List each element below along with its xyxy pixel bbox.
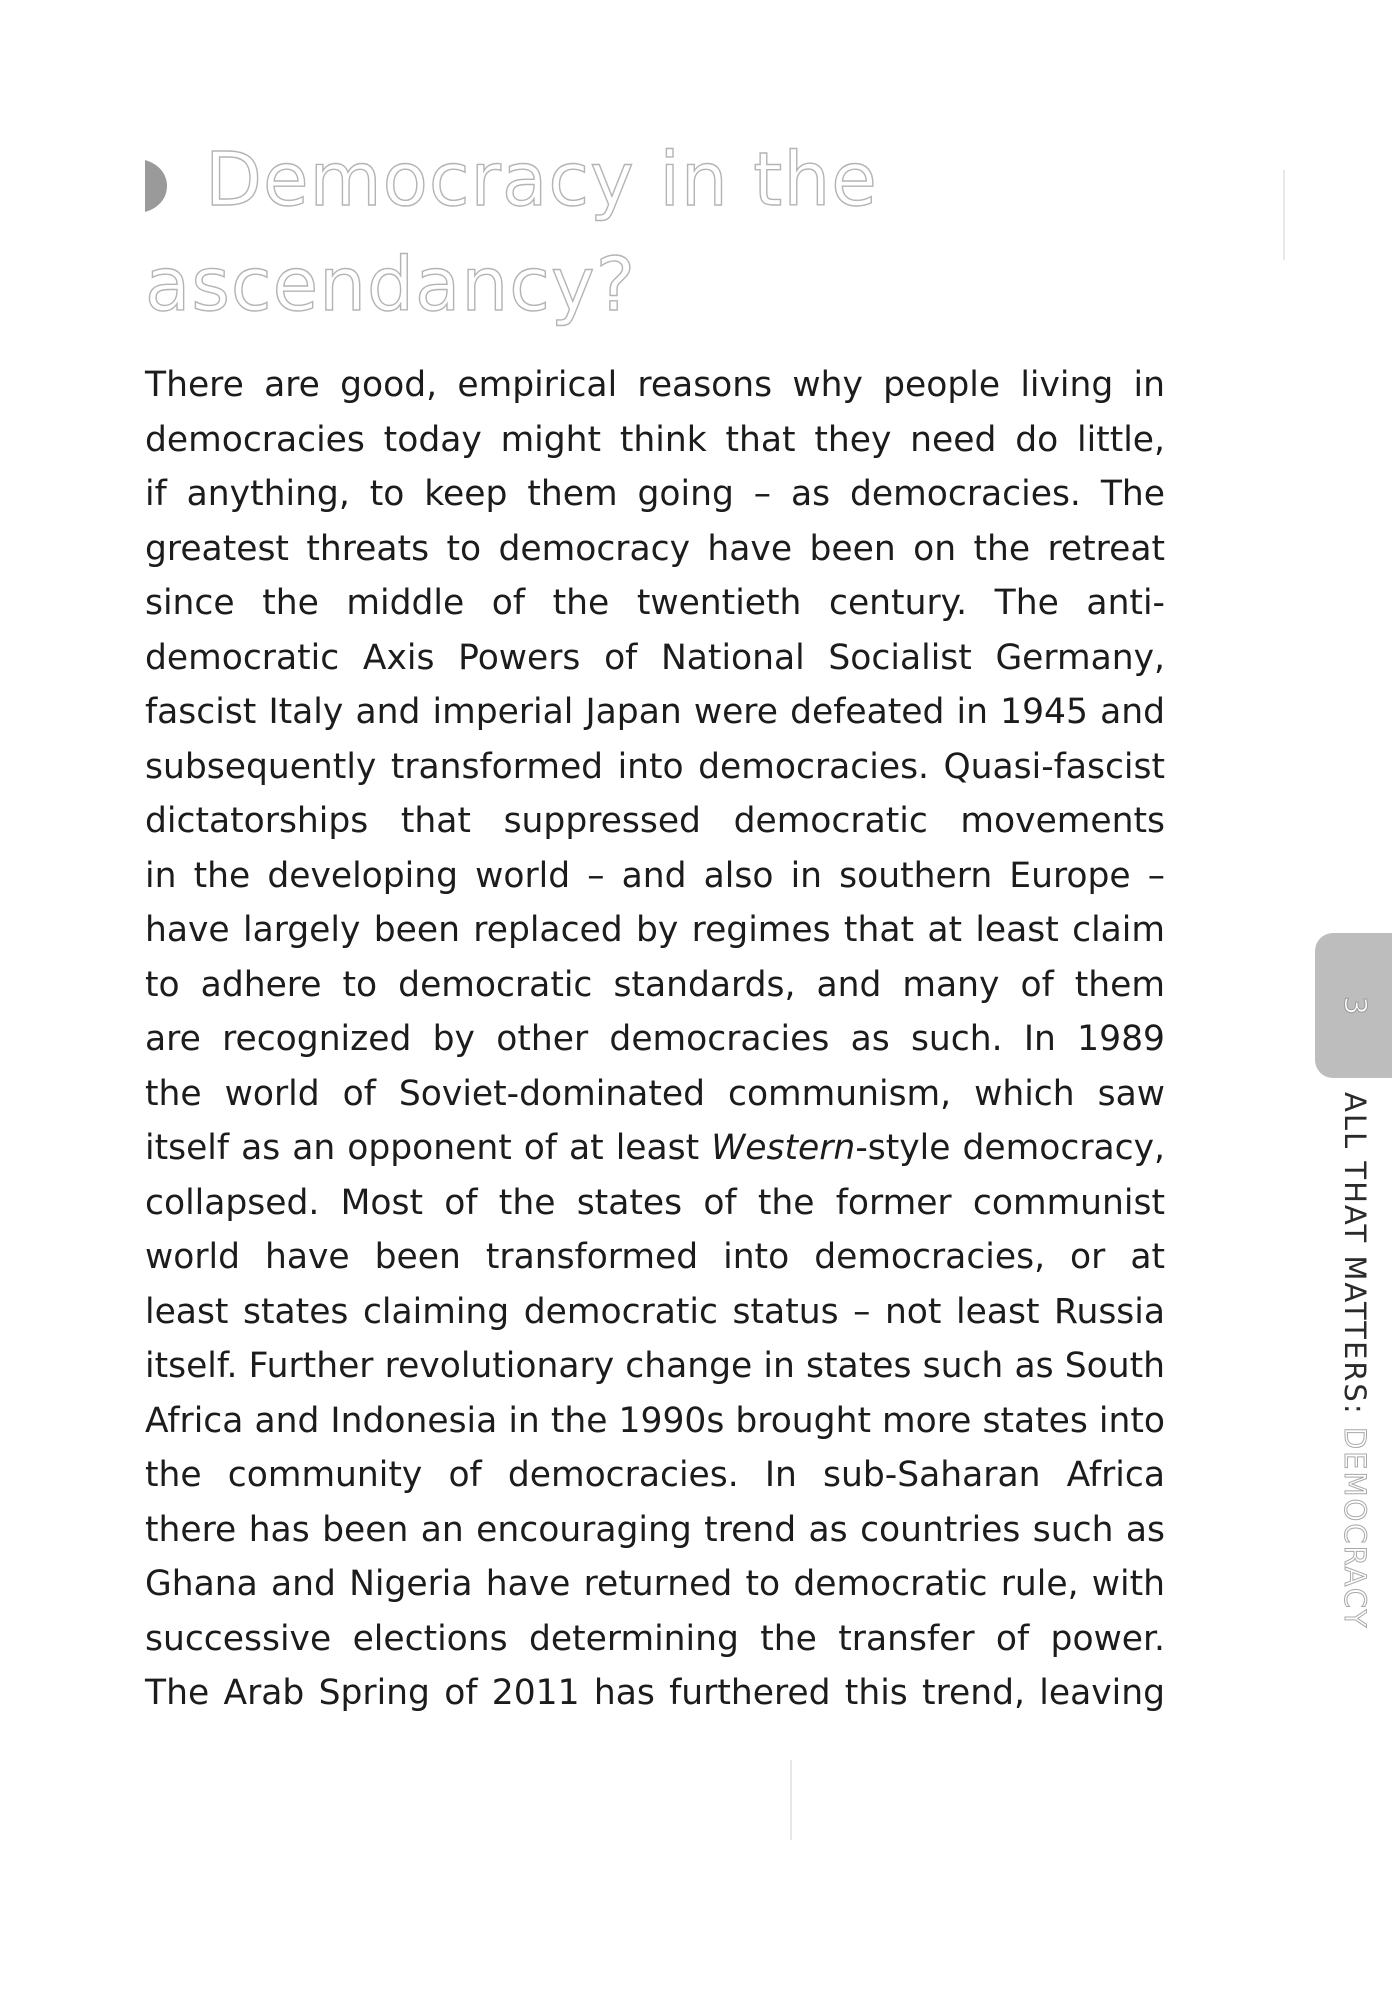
text-line: There are good, empirical reasons why people living in	[145, 365, 1165, 405]
text-line: to adhere to democratic standards, and many of them	[145, 964, 1165, 1005]
text-line: world have been transformed into democracies, or at	[145, 1237, 1165, 1277]
chapter-number	[1315, 933, 1392, 1078]
text-line: itself. Further revolutionary change in states such as South	[145, 1346, 1165, 1386]
text-line: successive elections determining the transfer of power.	[145, 1618, 1165, 1659]
text-line: in the developing world – and also in southern Europe –	[145, 855, 1165, 896]
text-line: are recognized by other democracies as such. In 1989	[145, 1019, 1165, 1059]
body-paragraph	[145, 358, 1165, 1721]
text-line: Ghana and Nigeria have returned to democratic rule, with	[145, 1564, 1165, 1604]
text-segment: itself as an opponent of at least	[145, 1128, 712, 1168]
heading-line-1: Democracy in the	[205, 137, 878, 223]
series-title: ALL THAT MATTERS:	[1338, 1092, 1372, 1427]
text-line: if anything, to keep them going – as democracies. The	[145, 474, 1165, 514]
text-line: democracies today might think that they need do little,	[145, 419, 1165, 460]
chapter-tab	[1315, 933, 1392, 1078]
text-line: greatest threats to democracy have been on the retreat	[145, 528, 1165, 569]
italic-term: Western	[711, 1128, 856, 1168]
chapter-number-text: 3	[1337, 995, 1373, 1016]
text-segment: -style democracy,	[855, 1128, 1165, 1168]
text-line: dictatorships that suppressed democratic movements	[145, 801, 1165, 841]
text-line: the community of democracies. In sub-Saharan Africa	[145, 1455, 1165, 1495]
scan-artifact	[1283, 170, 1285, 260]
scan-artifact	[790, 1760, 792, 1840]
text-line-italic-mix	[145, 1121, 1165, 1176]
text-line: collapsed. Most of the states of the former communist	[145, 1182, 1165, 1223]
text-line: The Arab Spring of 2011 has furthered this trend, leaving	[145, 1673, 1165, 1713]
text-line: fascist Italy and imperial Japan were defeated in 1945 and	[145, 692, 1165, 732]
text-line: the world of Soviet-dominated communism, which saw	[145, 1073, 1165, 1114]
running-header	[1338, 1092, 1372, 1629]
text-line: have largely been replaced by regimes that at least claim	[145, 910, 1165, 950]
book-title: DEMOCRACY	[1338, 1426, 1372, 1630]
text-line: Africa and Indonesia in the 1990s brought more states into	[145, 1400, 1165, 1441]
heading-bullet-icon	[145, 160, 167, 212]
text-line: least states claiming democratic status – not least Russia	[145, 1291, 1165, 1332]
text-line: democratic Axis Powers of National Socialist Germany,	[145, 637, 1165, 678]
text-line: since the middle of the twentieth century. The anti-	[145, 583, 1165, 623]
text-line: there has been an encouraging trend as countries such as	[145, 1509, 1165, 1550]
text-line: subsequently transformed into democracies. Quasi-fascist	[145, 746, 1165, 787]
heading-line-2: ascendancy?	[145, 242, 636, 328]
